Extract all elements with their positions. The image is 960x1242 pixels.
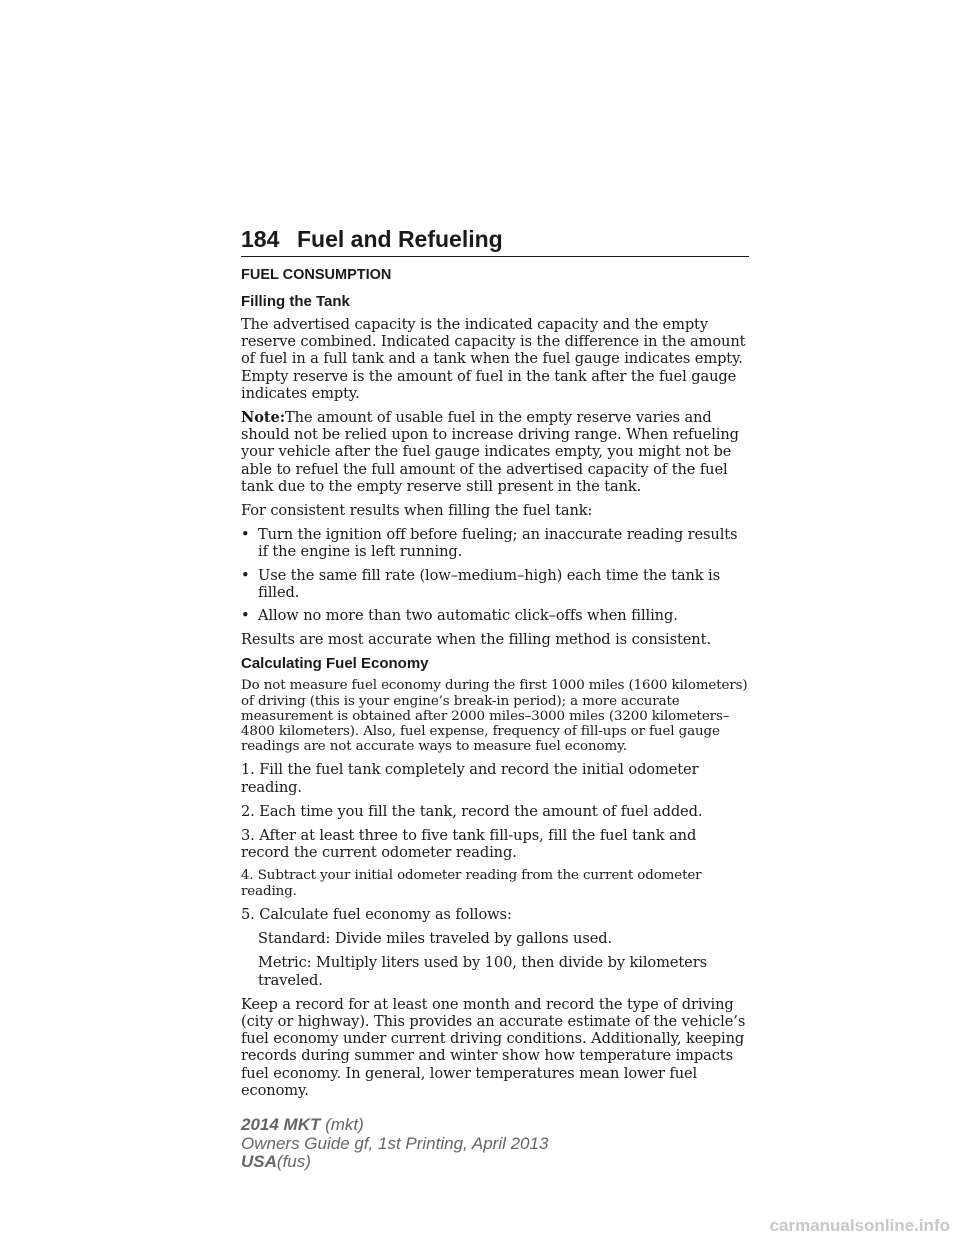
chapter-title: Fuel and Refueling (297, 226, 503, 252)
note-paragraph (241, 409, 749, 495)
step-item: 3. After at least three to five tank fill-ups, fill the fuel tank and record the current odometer reading. (241, 827, 697, 862)
list-item (241, 607, 749, 624)
filling-bullet-list (241, 526, 749, 624)
filling-intro: For consistent results when filling the fuel tank: (241, 502, 593, 520)
footer-model: 2014 MKT (241, 1115, 321, 1134)
page-footer (241, 1116, 548, 1172)
note-text: The amount of usable fuel in the empty reserve varies and should not be relied upon to increase driving range. When refueling your vehicle after the fuel gauge indicates empty, you might not be able to refuel the full amount of the advertised capacity of the fuel tank due to the empty reserve still present in the tank. (241, 409, 739, 495)
footer-line-guide: Owners Guide gf, 1st Printing, April 2013 (241, 1133, 549, 1153)
footer-line-model (241, 1116, 548, 1135)
bullet-icon: • (241, 566, 250, 584)
list-item-text: Use the same fill rate (low–medium–high) each time the tank is filled. (258, 566, 720, 601)
list-item-text: Allow no more than two automatic click–offs when filling. (258, 607, 678, 625)
bullet-icon: • (241, 607, 250, 625)
subsection-title-economy: Calculating Fuel Economy (241, 655, 429, 673)
note-label: Note: (241, 409, 285, 427)
page-header (241, 226, 749, 257)
subsection-title-filling: Filling the Tank (241, 293, 350, 310)
standard-formula: Standard: Divide miles traveled by gallons used. (258, 930, 613, 948)
footer-model-code: (mkt) (325, 1115, 364, 1134)
list-item (241, 567, 749, 601)
filling-paragraph: The advertised capacity is the indicated capacity and the empty reserve combined. Indicated capacity is the difference in the amount of fuel in a full tank and a tank when the fuel gauge indicates empty. Empty reserve is the amount of fuel in the tank after the fuel gauge indicates empty. (241, 316, 746, 402)
step-item: 4. Subtract your initial odometer reading from the current odometer reading. (241, 868, 702, 899)
step-item: 1. Fill the fuel tank completely and record the initial odometer reading. (241, 761, 699, 796)
economy-paragraph: Do not measure fuel economy during the first 1000 miles (1600 kilometers) of driving (this is your engine’s break-in period); a more accurate measurement is obtained after 2000 miles–3000 miles (3200 kilometers–4800 kilometers). Also, fuel expense, frequency of fill-ups or fuel gauge readings are not accurate ways to measure fuel economy. (241, 678, 748, 755)
metric-formula: Metric: Multiply liters used by 100, then divide by kilometers traveled. (258, 954, 707, 989)
page-number: 184 (241, 226, 280, 252)
list-item-text: Turn the ignition off before fueling; an inaccurate reading results if the engine is left running. (258, 526, 738, 561)
filling-outro: Results are most accurate when the filling method is consistent. (241, 631, 711, 649)
bullet-icon: • (241, 526, 250, 544)
footer-line-market (241, 1153, 548, 1172)
footer-market-code: (fus) (276, 1152, 311, 1171)
watermark: carmanualsonline.info (769, 1216, 950, 1235)
manual-page (241, 226, 749, 1106)
closing-paragraph: Keep a record for at least one month and record the type of driving (city or highway). This provides an accurate estimate of the vehicle’s fuel economy under current driving conditions. Additionally, keeping records during summer and winter show how temperature impacts fuel economy. In general, lower temperatures mean lower fuel economy. (241, 995, 746, 1099)
section-title: FUEL CONSUMPTION (241, 267, 392, 283)
page-content (241, 267, 749, 1099)
step-item: 2. Each time you fill the tank, record the amount of fuel added. (241, 802, 703, 820)
list-item (241, 526, 749, 560)
footer-market: USA (241, 1152, 277, 1171)
step-item: 5. Calculate fuel economy as follows: (241, 905, 512, 923)
